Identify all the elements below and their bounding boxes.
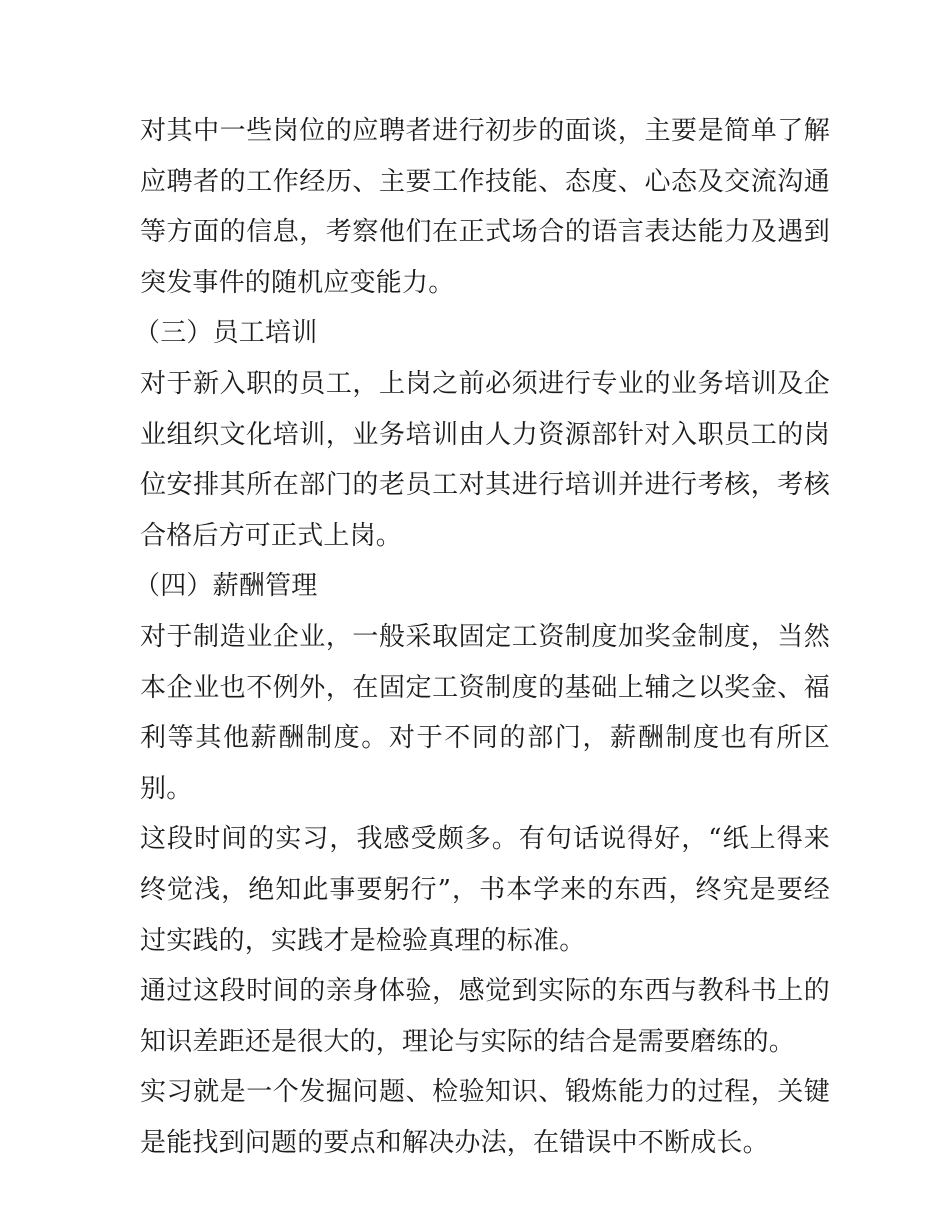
paragraph-compensation: 对于制造业企业，一般采取固定工资制度加奖金制度，当然本企业也不例外，在固定工资制度的基础上辅之以奖金、福利等其他薪酬制度。对于不同的部门，薪酬制度也有所区别。: [140, 621, 830, 804]
section-heading-compensation: （四）薪酬管理: [134, 571, 318, 602]
paragraph-reflection: 这段时间的实习，我感受颇多。有句话说得好，“纸上得来终觉浅，绝知此事要躬行”，书本学来的东西，终究是要经过实践的，实践才是检验真理的标准。: [140, 824, 830, 956]
paragraph-conclusion: 实习就是一个发掘问题、检验知识、锻炼能力的过程，关键是能找到问题的要点和解决办法，在错误中不断成长。: [140, 1077, 830, 1158]
section-heading-training: （三）员工培训: [134, 318, 318, 349]
paragraph-interview: 对其中一些岗位的应聘者进行初步的面谈，主要是简单了解应聘者的工作经历、主要工作技能、态度、心态及交流沟通等方面的信息，考察他们在正式场合的语言表达能力及遇到突发事件的随机应变能力。: [140, 116, 830, 298]
paragraph-training: 对于新入职的员工，上岗之前必须进行专业的业务培训及企业组织文化培训，业务培训由人力资源部针对入职员工的岗位安排其所在部门的老员工对其进行培训并进行考核，考核合格后方可正式上岗。: [140, 368, 830, 551]
paragraph-experience: 通过这段时间的亲身体验，感觉到实际的东西与教科书上的知识差距还是很大的，理论与实际的结合是需要磨练的。: [140, 976, 830, 1057]
document-body: [134, 106, 830, 1168]
